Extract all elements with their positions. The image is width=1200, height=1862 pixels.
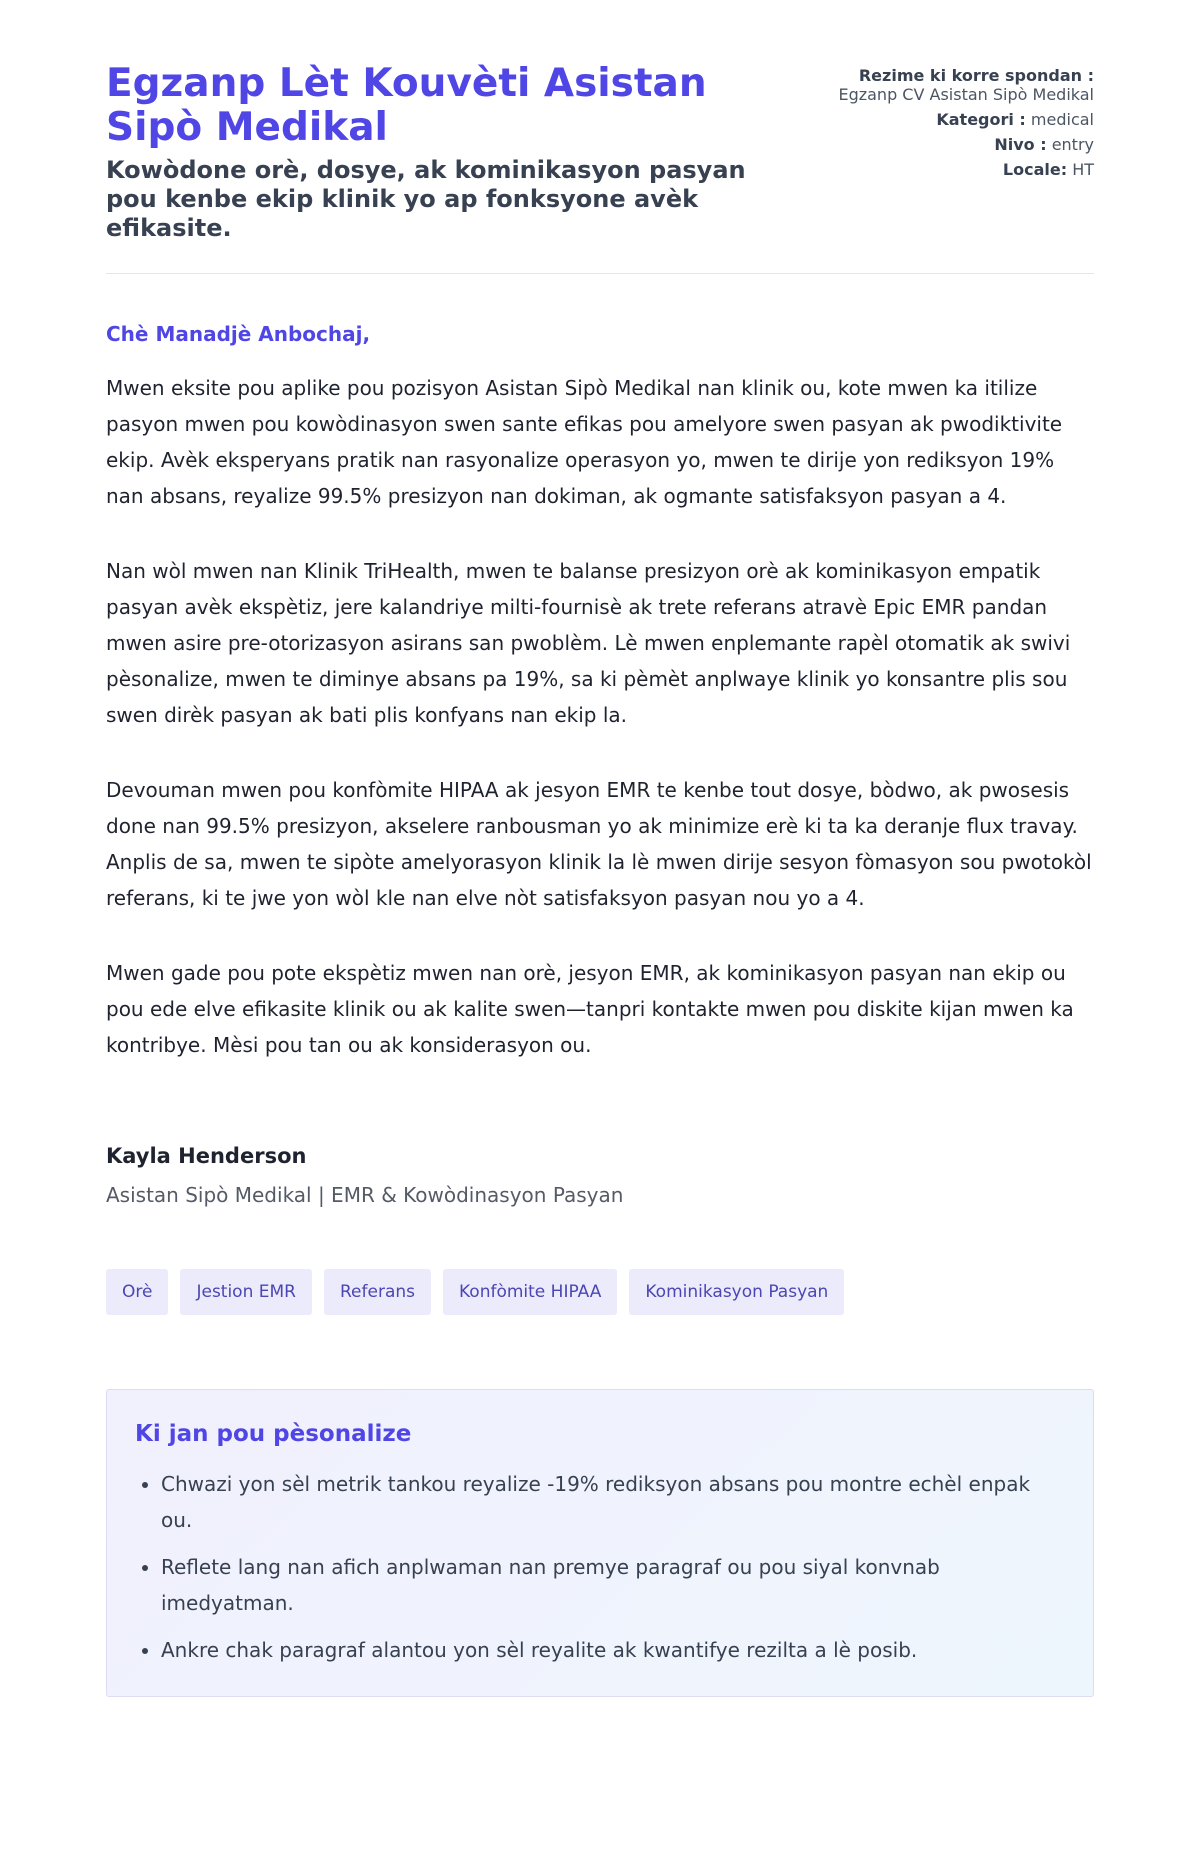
tips-list [135, 1466, 1065, 1668]
tip-item: • Reflete lang nan afich anplwaman nan premye paragraf ou pou siyal konvnab imedyatman. [161, 1549, 1065, 1621]
letter-paragraph: Mwen eksite pou aplike pou pozisyon Asistan Sipò Medikal nan klinik ou, kote mwen ka itilize pasyon mwen pou kowòdinasyon swen sante efikas pou amelyore swen pasyan ak pwodiktivite ekip. Avèk eksperyans pratik nan rasyonalize operasyon yo, mwen te dirije yon rediksyon 19% nan absans, reyalize 99.5% presizyon nan dokiman, ak ogmante satisfaksyon pasyan a 4. [106, 376, 1063, 508]
customization-tips-box [106, 1389, 1094, 1697]
meta-level-value: entry [1051, 135, 1094, 154]
meta-level-label: Nivo : [994, 135, 1047, 154]
page-header [106, 62, 1094, 243]
skill-tag[interactable]: Jestion EMR [180, 1269, 312, 1315]
header-title-block [106, 62, 796, 243]
header-divider [106, 273, 1094, 274]
letter-paragraph: Devouman mwen pou konfòmite HIPAA ak jesyon EMR te kenbe tout dosye, bòdwo, ak pwosesis done nan 99.5% presizyon, akselere ranbousman yo ak minimize erè ki ta ka deranje flux travay. Anplis de sa, mwen te sipòte amelyorasyon klinik la lè mwen dirije sesyon fòmasyon sou pwotokòl referans, ki te jwe yon wòl kle nan elve nòt satisfaksyon pasyan nou yo a 4. [106, 778, 1092, 910]
meta-locale-label: Locale: [1002, 160, 1068, 179]
tip-item: • Chwazi yon sèl metrik tankou reyalize -19% rediksyon absans pou montre echèl enpak ou. [161, 1466, 1065, 1538]
meta-panel [814, 66, 1094, 185]
page-subtitle: Kowòdone orè, dosye, ak kominikasyon pasyan pou kenbe ekip klinik yo ap fonksyone avèk efikasite. [106, 156, 746, 242]
signature-role: Asistan Sipò Medikal | EMR & Kowòdinasyon Pasyan [106, 1183, 624, 1207]
skill-tag[interactable]: Kominikasyon Pasyan [629, 1269, 844, 1315]
skill-tag[interactable]: Orè [106, 1269, 168, 1315]
meta-category [814, 110, 1094, 129]
meta-resume-value[interactable]: Egzanp CV Asistan Sipò Medikal [838, 85, 1094, 104]
meta-level [814, 135, 1094, 154]
page-title: Egzanp Lèt Kouvèti Asistan Sipò Medikal [106, 61, 707, 150]
meta-category-value: medical [1030, 110, 1094, 129]
meta-resume-label: Rezime ki korre spondan : [858, 66, 1094, 85]
letter-paragraph: Mwen gade pou pote ekspètiz mwen nan orè, jesyon EMR, ak kominikasyon pasyan nan ekip ou pou ede elve efikasite klinik ou ak kalite swen—tanpri kontakte mwen pou diskite kijan mwen ka kontribye. Mèsi pou tan ou ak konsiderasyon ou. [106, 961, 1074, 1057]
tips-title: Ki jan pou pèsonalize [135, 1421, 412, 1447]
letter-paragraph: Nan wòl mwen nan Klinik TriHealth, mwen te balanse presizyon orè ak kominikasyon empatik pasyan avèk ekspètiz, jere kalandriye milti-fournisè ak trete referans atravè Epic EMR pandan mwen asire pre-otorizasyon asirans san pwoblèm. Lè mwen enplemante rapèl otomatik ak swivi pèsonalize, mwen te diminye absans pa 19%, sa ki pèmèt anplwaye klinik yo konsantre plis sou swen dirèk pasyan ak bati plis konfyans nan ekip la. [106, 559, 1071, 727]
meta-category-label: Kategori : [936, 110, 1026, 129]
meta-locale [814, 160, 1094, 179]
meta-resume [814, 66, 1094, 104]
skill-tag[interactable]: Referans [324, 1269, 431, 1315]
tip-item: • Ankre chak paragraf alantou yon sèl reyalite ak kwantifye rezilta a lè posib. [161, 1632, 1065, 1668]
skill-tag[interactable]: Konfòmite HIPAA [443, 1269, 617, 1315]
letter-salutation: Chè Manadjè Anbochaj, [106, 322, 371, 346]
skill-tags [106, 1269, 1094, 1315]
signature-name: Kayla Henderson [106, 1144, 307, 1168]
meta-locale-value: HT [1072, 160, 1094, 179]
